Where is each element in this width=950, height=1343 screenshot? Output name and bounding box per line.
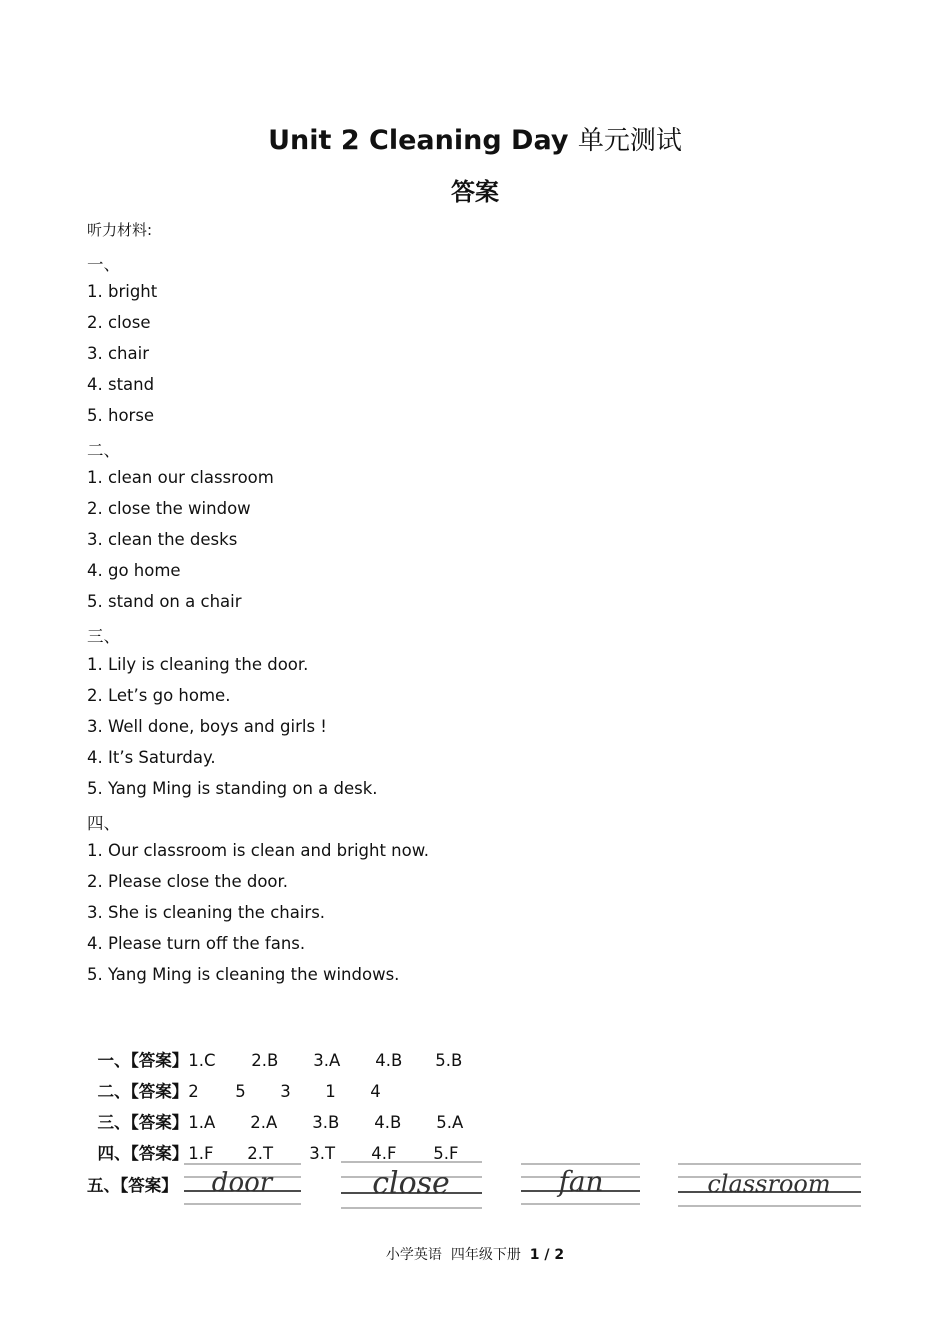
answer-value: 5.F (433, 1144, 459, 1163)
answer-value: 2.B (251, 1051, 279, 1070)
answer-value: 1.F (188, 1144, 214, 1163)
section-label: 四、 (87, 814, 120, 833)
handwriting-box (521, 1162, 640, 1206)
handwriting-word: fan (558, 1165, 604, 1198)
handwriting-word: classroom (707, 1170, 831, 1198)
list-item: 4. go home (87, 561, 181, 580)
page-title (0, 120, 950, 157)
list-item: 2. Please close the door. (87, 872, 289, 891)
title-chinese: 单元测试 (577, 126, 682, 156)
list-item: 5. horse (87, 406, 155, 425)
answer-value: 4.F (371, 1144, 397, 1163)
section-label: 三、 (87, 627, 120, 646)
answer-label: 三、【答案】 (97, 1113, 189, 1132)
section-label: 二、 (87, 441, 120, 460)
list-item: 1. clean our classroom (87, 468, 274, 487)
answer-value: 2.T (247, 1144, 274, 1163)
page-footer (0, 1244, 950, 1264)
list-item: 4. It’s Saturday. (87, 748, 216, 767)
section-label: 一、 (87, 255, 120, 274)
list-item: 3. clean the desks (87, 530, 238, 549)
answer-value: 1 (325, 1082, 336, 1101)
answer-value: 2 (188, 1082, 199, 1101)
list-item: 2. close (87, 313, 151, 332)
answer-value: 4.B (374, 1113, 402, 1132)
list-item: 2. Let’s go home. (87, 686, 231, 705)
list-item: 3. chair (87, 344, 149, 363)
list-item: 3. Well done, boys and girls ! (87, 717, 327, 736)
list-item: 2. close the window (87, 499, 251, 518)
list-item: 5. Yang Ming is standing on a desk. (87, 779, 378, 798)
title-english: Unit 2 Cleaning Day (268, 125, 569, 156)
list-item: 5. Yang Ming is cleaning the windows. (87, 965, 400, 984)
answer-value: 5.B (435, 1051, 463, 1070)
answer-value: 5.A (436, 1113, 464, 1132)
answer-label: 四、【答案】 (97, 1144, 189, 1163)
handwriting-box (341, 1160, 482, 1210)
list-item: 3. She is cleaning the chairs. (87, 903, 326, 922)
list-item: 1. bright (87, 282, 158, 301)
list-item: 1. Lily is cleaning the door. (87, 655, 309, 674)
answer-label: 一、【答案】 (97, 1051, 189, 1070)
list-item: 4. Please turn off the fans. (87, 934, 306, 953)
footer-subject: 小学英语 (385, 1247, 442, 1263)
handwriting-box (678, 1162, 861, 1208)
footer-page-number: 1 / 2 (529, 1247, 565, 1263)
listening-heading: 听力材料: (87, 221, 153, 239)
footer-grade: 四年级下册 (450, 1247, 521, 1263)
answer-value: 4 (370, 1082, 381, 1101)
list-item: 4. stand (87, 375, 155, 394)
answer-value: 4.B (375, 1051, 403, 1070)
section5-label: 五、【答案】 (87, 1176, 178, 1195)
handwriting-word: door (211, 1168, 273, 1198)
answer-value: 5 (235, 1082, 246, 1101)
answer-value: 3.B (312, 1113, 340, 1132)
answer-value: 2.A (250, 1113, 278, 1132)
answer-value: 1.A (188, 1113, 216, 1132)
answer-label: 二、【答案】 (97, 1082, 189, 1101)
answer-value: 3 (280, 1082, 291, 1101)
answer-value: 3.A (313, 1051, 341, 1070)
answer-row (87, 1121, 458, 1164)
list-item: 1. Our classroom is clean and bright now. (87, 841, 429, 860)
handwriting-box (184, 1162, 301, 1206)
handwriting-word: close (372, 1166, 450, 1201)
page-subtitle: 答案 (451, 178, 499, 206)
answer-value: 3.T (309, 1144, 336, 1163)
list-item: 5. stand on a chair (87, 592, 242, 611)
answer-value: 1.C (188, 1051, 216, 1070)
